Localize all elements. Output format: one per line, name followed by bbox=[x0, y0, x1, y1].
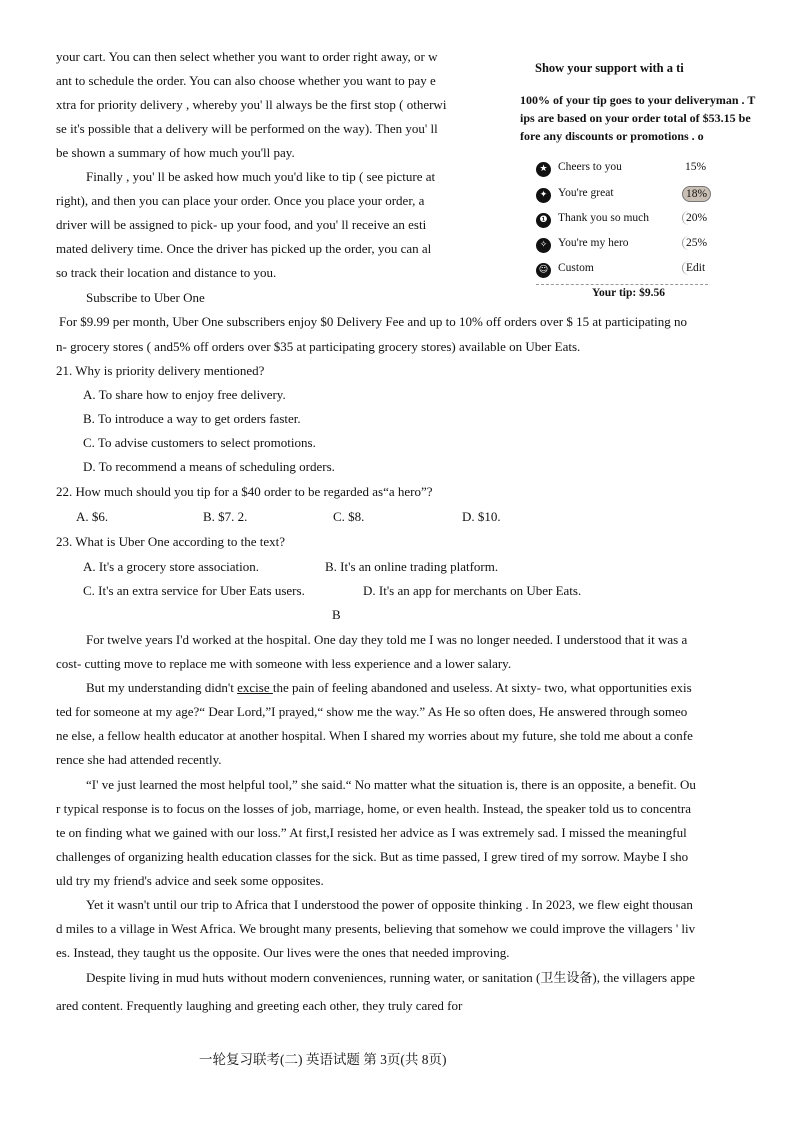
text-run: But my understanding didn't bbox=[86, 680, 238, 695]
answer-option[interactable]: D. To recommend a means of scheduling orders. bbox=[83, 459, 335, 474]
passage-line: te on finding what we gained with our loss.” At first,I resisted her advice as I was extremely sad. I missed the meaningful bbox=[56, 825, 687, 840]
answer-option[interactable]: D. $10. bbox=[462, 509, 501, 524]
passage-line: For $9.99 per month, Uber One subscribers enjoy $0 Delivery Fee and up to 10% off orders over $ 15 at participating no bbox=[59, 314, 687, 329]
thanks-icon: ❶ bbox=[536, 213, 551, 228]
tip-option-label: Cheers to you bbox=[558, 161, 622, 173]
tip-total: Your tip: $9.56 bbox=[592, 287, 665, 299]
passage-line: rence she had attended recently. bbox=[56, 752, 222, 767]
hero-icon: ✧ bbox=[536, 238, 551, 253]
passage-line: your cart. You can then select whether you want to order right away, or w bbox=[56, 49, 438, 64]
passage-line: be shown a summary of how much you'll pay. bbox=[56, 145, 295, 160]
tip-option-label: Thank you so much bbox=[558, 212, 650, 224]
page-footer: 一轮复习联考(二) 英语试题 第 3页(共 8页) bbox=[199, 1052, 447, 1067]
answer-option[interactable]: C. $8. bbox=[333, 509, 365, 524]
passage-line: es. Instead, they taught us the opposite. Our lives were the ones that needed improving. bbox=[56, 945, 510, 960]
passage-line bbox=[86, 680, 692, 696]
tip-option[interactable] bbox=[536, 161, 716, 181]
tip-option-percent: 20% bbox=[682, 211, 710, 225]
question-stem: 22. How much should you tip for a $40 order to be regarded as“a hero”? bbox=[56, 484, 433, 499]
answer-option[interactable]: A. $6. bbox=[76, 509, 109, 524]
tip-option-label: You're my hero bbox=[558, 237, 629, 249]
tip-option-percent: 25% bbox=[682, 236, 710, 250]
tip-option-percent-selected: 18% bbox=[682, 186, 711, 202]
custom-icon: ☺ bbox=[536, 263, 551, 278]
passage-line: r typical response is to focus on the losses of job, marriage, home, or even health. Instead, the speaker told us to concentra bbox=[56, 801, 692, 816]
answer-option[interactable]: C. To advise customers to select promotions. bbox=[83, 435, 316, 450]
passage-line: xtra for priority delivery , whereby you' ll always be the first stop ( otherwi bbox=[56, 97, 447, 112]
tip-option-percent: 15% bbox=[685, 161, 707, 173]
star-icon: ★ bbox=[536, 162, 551, 177]
tip-option-label: You're great bbox=[558, 187, 614, 199]
passage-line: so track their location and distance to you. bbox=[56, 265, 277, 280]
answer-option[interactable]: A. To share how to enjoy free delivery. bbox=[83, 387, 286, 402]
underlined-word: excise bbox=[237, 680, 273, 695]
tip-note-line: fore any discounts or promotions . o bbox=[520, 129, 704, 143]
sparkle-icon: ✦ bbox=[536, 188, 551, 203]
passage-line: right), and then you can place your order. Once you place your order, a bbox=[56, 193, 425, 208]
answer-option[interactable]: B. $7. 2. bbox=[203, 509, 248, 524]
answer-option[interactable]: C. It's an extra service for Uber Eats users. bbox=[83, 583, 305, 598]
passage-line: Despite living in mud huts without modern conveniences, running water, or sanitation (卫生设备), the villagers appe bbox=[86, 970, 695, 985]
passage-line: driver will be assigned to pick- up your food, and you' ll receive an esti bbox=[56, 217, 427, 232]
passage-line: ared content. Frequently laughing and greeting each other, they truly cared for bbox=[56, 998, 463, 1013]
answer-option[interactable]: A. It's a grocery store association. bbox=[83, 559, 259, 574]
answer-option[interactable]: B. To introduce a way to get orders faster. bbox=[83, 411, 301, 426]
passage-line: cost- cutting move to replace me with someone with less experience and a lower salary. bbox=[56, 656, 512, 671]
passage-line: Yet it wasn't until our trip to Africa that I understood the power of opposite thinking . In 2023, we flew eight thousan bbox=[86, 897, 693, 912]
passage-line: For twelve years I'd worked at the hospital. One day they told me I was no longer needed. I understood that it was a bbox=[86, 632, 688, 647]
passage-line: mated delivery time. Once the driver has picked up the order, you can al bbox=[56, 241, 432, 256]
passage-line: d miles to a village in West Africa. We brought many presents, believing that somehow we could improve the villagers ' liv bbox=[56, 921, 696, 936]
passage-line: ant to schedule the order. You can also choose whether you want to pay e bbox=[56, 73, 436, 88]
tip-note-line: 100% of your tip goes to your deliveryman . T bbox=[520, 93, 756, 107]
passage-line: se it's possible that a delivery will be performed on the way). Then you' ll bbox=[56, 121, 438, 136]
tip-option[interactable] bbox=[536, 262, 716, 282]
question-stem: 23. What is Uber One according to the text? bbox=[56, 534, 285, 549]
passage-line: uld try my friend's advice and seek some opposites. bbox=[56, 873, 324, 888]
tip-option[interactable] bbox=[536, 237, 716, 257]
passage-line: ted for someone at my age?“ Dear Lord,”I prayed,“ show me the way.” As He so often does, He answered through someo bbox=[56, 704, 688, 719]
question-stem: 21. Why is priority delivery mentioned? bbox=[56, 363, 265, 378]
passage-line: “I' ve just learned the most helpful tool,” she said.“ No matter what the situation is, there is an opposite, a benefit. Ou bbox=[86, 777, 696, 792]
divider bbox=[536, 284, 708, 285]
text-run: the pain of feeling abandoned and useless. At sixty- two, what opportunities exis bbox=[272, 680, 692, 695]
tip-option[interactable] bbox=[536, 212, 716, 232]
tip-edit-button[interactable]: Edit bbox=[682, 261, 708, 275]
subscribe-heading: Subscribe to Uber One bbox=[86, 290, 205, 305]
tip-panel-image bbox=[518, 58, 780, 308]
tip-option-label: Custom bbox=[558, 262, 594, 274]
passage-line: n- grocery stores ( and5% off orders over $35 at participating grocery stores) available on Uber Eats. bbox=[56, 339, 581, 354]
passage-line: Finally , you' ll be asked how much you'd like to tip ( see picture at bbox=[86, 169, 436, 184]
tip-option[interactable] bbox=[536, 187, 716, 207]
answer-option[interactable]: B. It's an online trading platform. bbox=[325, 559, 499, 574]
tip-panel-title: Show your support with a ti bbox=[535, 61, 684, 75]
section-heading: B bbox=[332, 607, 341, 622]
passage-line: ne else, a fellow health educator at another hospital. When I shared my worries about my future, she told me about a confe bbox=[56, 728, 693, 743]
answer-option[interactable]: D. It's an app for merchants on Uber Eats. bbox=[363, 583, 582, 598]
tip-note-line: ips are based on your order total of $53.15 be bbox=[520, 111, 751, 125]
passage-line: challenges of organizing health education classes for the sick. But as time passed, I grew tired of my sorrow. Maybe I sho bbox=[56, 849, 689, 864]
